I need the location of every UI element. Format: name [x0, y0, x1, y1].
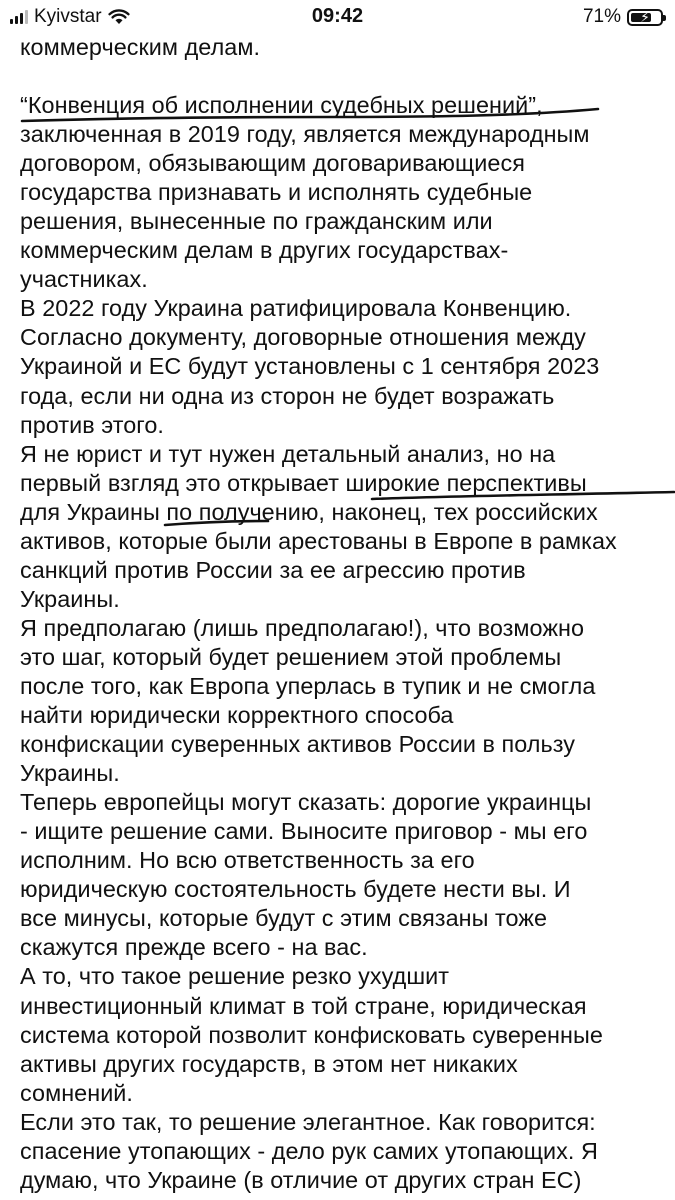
- article-paragraph-6: А то, что такое решение резко ухудшит инвестиционный климат в той стране, юридическая система которой позволит конфисковать суверенные активы других государств, в этом нет никаких сомнений.: [20, 963, 603, 1106]
- article-paragraph-2: В 2022 году Украина ратифицировала Конвенцию. Согласно документу, договорные отношения между Украиной и ЕС будут установлены с 1 сентября 2023 года, если ни одна из сторон не будет возражать против этого.: [20, 295, 600, 438]
- battery-charging-icon: [627, 9, 663, 26]
- paragraph-gap: [20, 62, 670, 91]
- article-paragraph-4: Я предполагаю (лишь предполагаю!), что возможно это шаг, который будет решением этой проблемы после того, как Европа уперлась в тупик и не смогла найти юридически корректного способа конфискации суверенных активов России в пользу Украины.: [20, 614, 596, 787]
- article-paragraph-3: Я не юрист и тут нужен детальный анализ, но на первый взгляд это открывает широкие перспективы для Украины по получению, наконец, тех российских активов, которые были арестованы в Европе в рамках санкций против России за ее агрессию против Украины.: [20, 440, 617, 612]
- status-bar: [0, 0, 675, 34]
- status-bar-time: 09:42: [311, 5, 364, 27]
- article-paragraph-7: Если это так, то решение элегантное. Как говорится: спасение утопающих - дело рук самих утопающих. Я думаю, что Украине (в отличие от других стран ЕС): [20, 1108, 598, 1193]
- article-paragraph-5: Теперь европейцы могут сказать: дорогие украинцы - ищите решение сами. Выносите приговор - мы его исполним. Но всю ответственность за его юридическую состоятельность будете нести вы. И все минусы, которые будут с этим связаны тоже скажутся прежде всего - на вас.: [20, 789, 592, 961]
- charging-bolt-icon: ⚡: [640, 8, 650, 25]
- battery-percent: 71%: [582, 6, 621, 27]
- article-paragraph-1: “Конвенция об исполнении судебных решений”, заключенная в 2019 году, является международным договором, обязывающим договаривающиеся государства признавать и исполнять судебные решения, вынесенные по гражданским или коммерческим делам в других государствах- участниках.: [20, 92, 590, 293]
- carrier-name: Kyivstar: [34, 6, 102, 27]
- article-text: [20, 33, 670, 1195]
- article-top-fragment: коммерческим делам.: [20, 34, 261, 60]
- status-bar-right: [583, 6, 663, 28]
